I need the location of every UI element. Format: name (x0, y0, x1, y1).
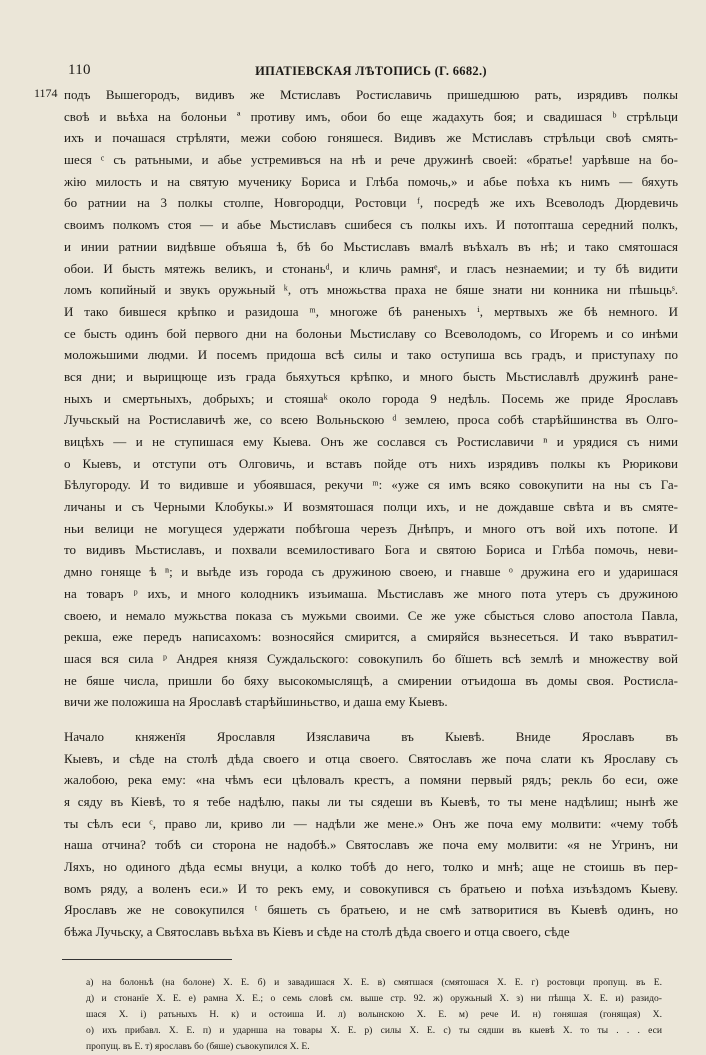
year-margin-note: 1174 (34, 86, 58, 100)
paragraph-1 (64, 84, 678, 713)
footnote-divider (62, 959, 232, 960)
text-line: жію милость и на святую мученику Бориса и Глѣба помочь,» и абье поѣха къ нимъ — бяхуть (64, 173, 678, 189)
text-line: Ляхъ, но одиного дѣда есмы внуци, а колко тобѣ до него, толко и мнѣ; аще не стоишь въ пер- (64, 859, 678, 875)
page-number: 110 (68, 62, 91, 78)
text-line: Ярославъ же не совокупился ᵗ бяшеть съ братьею, и не смѣ затворитися въ Кыевѣ одинъ, но (64, 902, 678, 918)
text-line: о Кыевъ, и отступи отъ Олговичь, и вставъ пойде отъ нихъ изрядивъ полкы къ Рюрикови (64, 455, 678, 471)
text-line: Бѣлугороду. И то видивше и убоявшася, рекучи ᵐ: «уже ся имъ всяко совокупити на ны съ Га- (64, 477, 678, 493)
text-line: И тако бившеся крѣпко и разидоша ᵐ, многоже бѣ раненыхъ ⁱ, мертвыхъ же бѣ немного. И (64, 303, 678, 319)
text-line: бѣжа Лучьску, а Святославъ вьѣха въ Кіевъ и сѣде на столѣ дѣда своего и отца своего, сѣде (64, 924, 570, 940)
running-title: ИПАТІЕВСКАЯ ЛѢТОПИСЬ (Г. 6682.) (255, 64, 487, 78)
text-line: своею, и немало мужьства показа съ мужьми своими. Се же уже сбысться слово апостола Павла, (64, 607, 678, 623)
text-line: моложьшими людми. И посемъ придоша всѣ силы и тако оступиша всь градъ, и приступаху по (64, 347, 678, 363)
text-line: ныхъ и смертьныхъ, добрыхъ; и стояшаᵏ около города 9 недѣль. Посемь же приде Ярославъ (64, 390, 678, 406)
page-header (64, 60, 678, 84)
text-line: ты сѣлъ еси ᶜ, право ли, криво ли — надѣли же мене.» Онъ же поча ему молвити: «чему тобѣ (64, 815, 678, 831)
text-line: подъ Вышегородъ, видивъ же Мстиславъ Ростиславичь пришедшюю рать, изрядивъ полкы (64, 87, 678, 102)
text-line: я сяду въ Кіевѣ, то я тебе надѣлю, пакы ли ты сядеши въ Кыевѣ, то ты мене надѣлиш; нынѣ же (64, 794, 678, 809)
text-line: вицѣхъ — и не ступишася ему Кыева. Онъ же сослався съ Ростиславичи ⁿ и урядися съ ними (64, 434, 678, 449)
text-line: на товаръ ᵖ ихъ, и много колодникъ изъимаша. Мьстиславъ же много пота утеръ съ дружиною (64, 585, 678, 601)
paragraph-2 (64, 726, 678, 943)
text-line: личаны и съ Черными Клобукы.» И возмятошася полци ихъ, и не дождавше свѣта и въ смяте- (64, 499, 678, 515)
footnote-line: шася Х. і) ратьныхъ Н. к) и остоиша И. л) волынскою Х. Е. м) рече И. н) гоняшая (гонящая) Х. (86, 1008, 662, 1020)
text-line: дмно гоняще ѣ ⁿ; и выѣде изъ города съ дружиною своею, и гнавше ᵒ дружина его и ударишася (64, 564, 678, 580)
text-line: обои. И бысть мятежь великъ, и стонаньᵈ, и кличь рамняᵉ, и гласъ незнаемии; и ту бѣ видити (64, 260, 678, 276)
text-line: не бяше числа, пришли бо бяху высокомыслящѣ, а смирении отъидоша въ домы своя. Ростисла- (64, 672, 678, 688)
text-line: Начало княженїя Ярославля Изяславича въ Кыевѣ. Вниде Ярославъ въ (64, 728, 678, 744)
text-line: шася вся сила ᵖ Андрея князя Суждальского: совокупилъ бо бїшеть всѣ землѣ и множеству вой (64, 650, 678, 666)
text-line: своѣ и вьѣха на болоньи ª противу имъ, обои бо еще жадахуть боя; и свадишася ᵇ стрѣльци (64, 108, 678, 124)
text-line: жалобою, река ему: «на чѣмъ еси цѣловалъ крестъ, а помяни первый рядъ; рекль бо еси, оже (64, 772, 678, 788)
text-line: ломъ копийный и звукъ оружьный ᵏ, отъ множьства праха не бяше знати ни конника ни пѣшьцьˢ. (64, 282, 678, 298)
footnote-line: д) и стонанїе Х. Е. е) рамна Х. Е.; о семь словѣ см. выше стр. 92. ж) оружьный Х. з) ни пѣшца Х. Е. и) разидо- (86, 992, 662, 1004)
text-line: бо ратнии на 3 полкы столпе, Новгородци, Ростовци ᶠ, посредѣ же ихъ Всеволодъ Дюрдевичь (64, 195, 678, 211)
text-line: своимъ полкомъ стоя — и абье Мьстиславъ сшибеся съ полкы ихъ. И потопташа середний полкъ, (64, 217, 678, 233)
footnotes (64, 975, 678, 1055)
text-line: вичи же положиша на Ярославѣ старѣйшиньство, и даша ему Кыевъ. (64, 694, 448, 710)
text-line: ихъ и почашася стрѣляти, межи собою гоняшеся. Видивъ же Мстиславъ стрѣльци своѣ смять- (64, 130, 678, 146)
text-line: то видивъ Мьстиславъ, и похвали всемилостиваго Бога и святою Бориса и Глѣба помочь, неви- (64, 542, 678, 558)
footnote-line: а) на болоньѣ (на болоне) Х. Е. б) и завадишася Х. Е. в) смятшася (смятошася Х. Е. г) ростовци пропущ. въ Е. (86, 976, 662, 988)
main-text (34, 84, 678, 943)
footnote-line: о) ихъ прибавл. Х. Е. п) и ударнша на товары Х. Е. р) силы Х. Е. с) ты сядши въ кыевѣ Х. то ты . . . еси (86, 1024, 662, 1036)
text-line: Кыевъ, и сѣде на столѣ дѣда своего и отца своего. Святославъ же поча слати къ Ярославу съ (64, 750, 678, 766)
text-line: шеся ᶜ съ ратьными, и абье устремивъся на нѣ и рече дружинѣ своей: «братье! уарѣвше на бо- (64, 152, 678, 168)
text-line: рекша, еже передъ написахомъ: возносяйся смирится, а смиряйся вьзнесеться. И тако въвратил- (64, 629, 678, 645)
text-line: наша отчина? тобѣ си сторона не надобѣ.» Святославъ же поча ему молвити: «я не Угринъ, ни (64, 837, 678, 853)
text-line: и инии ратнии видѣвше объяша ѣ, бѣ бо Мьстиславъ вмалѣ въѣхалъ въ нѣ; и тако смятошася (64, 238, 678, 254)
text-line: се бысть одинъ бой первого дни на болоньи Мьстиславу со Всеволодомъ, со Игоремъ и со инѣми (64, 325, 678, 341)
text-line: ньи велици не могущеся удержати побѣгоша черезъ Днѣпръ, и много отъ вой ихъ потопе. И (64, 520, 678, 536)
text-line: Лучьскый на Ростиславичѣ же, со всею Вольньскою ᵈ землею, проса собѣ старѣйшинства въ Олго- (64, 412, 678, 428)
text-line: вся дни; и вырищюще изъ града бьяхуться крѣпко, и много бысть Мьстиславлѣ дружинѣ ране- (64, 368, 678, 384)
text-line: вомъ ряду, а воленъ еси.» И то рекъ ему, и совокупився съ братьею и поѣха изъѣздомъ Кыеву. (64, 880, 678, 896)
footnote-line: пропущ. въ Е. т) ярославъ бо (бяше) съвокупился Х. Е. (86, 1040, 310, 1052)
